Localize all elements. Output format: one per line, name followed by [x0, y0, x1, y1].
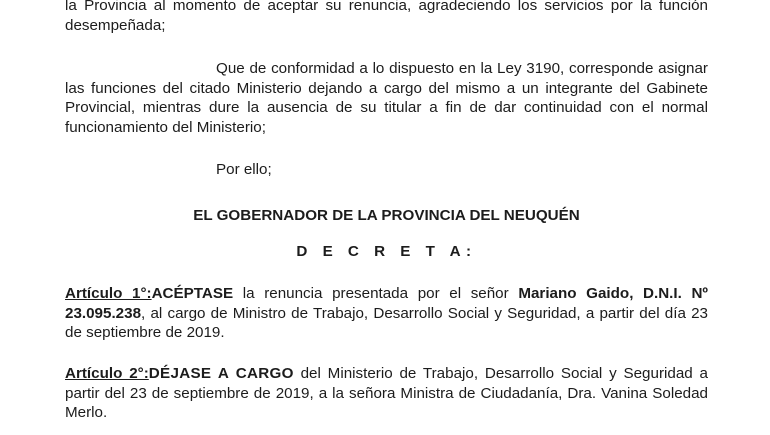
paragraph-text: la Provincia al momento de aceptar su renuncia, agradeciendo los servicios por la función desempeñada; [65, 0, 708, 34]
article-2 [65, 364, 708, 423]
article-2-label: Artículo 2°: [65, 365, 149, 382]
article-1-text-a: la renuncia presentada por el señor [233, 285, 519, 302]
paragraph-law-3190 [65, 59, 708, 137]
paragraph-resignation-acceptance [65, 0, 708, 35]
article-1 [65, 284, 708, 343]
paragraph-por-ello [65, 160, 708, 180]
article-1-person-name: Mariano Gaido, D.N.I. Nº 23.095.238 [65, 285, 708, 322]
paragraph-text: Por ello; [216, 161, 272, 178]
article-1-text-b: , al cargo de Ministro de Trabajo, Desarrollo Social y Seguridad, a partir del día 23 de septiembre de 2019. [65, 304, 708, 341]
article-2-text: del Ministerio de Trabajo, Desarrollo Social y Seguridad a partir del 23 de septiembre de 2019, a la señora Ministra de Ciudadanía, Dra. Vanina Soledad Merlo. [65, 365, 708, 421]
decreta-heading: D E C R E T A: [296, 243, 477, 260]
paragraph-text: Que de conformidad a lo dispuesto en la Ley 3190, corresponde asignar las funciones del citado Ministerio dejando a cargo del mismo a un integrante del Gabinete Provincial, mientras dure la ausencia de su titular a fin de dar continuidad con el normal funcionamiento del Ministerio; [65, 60, 708, 136]
article-1-label: Artículo 1°: [65, 285, 152, 302]
governor-heading: EL GOBERNADOR DE LA PROVINCIA DEL NEUQUÉN [193, 207, 580, 224]
article-1-verb: ACÉPTASE [151, 285, 234, 302]
article-2-verb: DÉJASE A CARGO [148, 365, 294, 382]
